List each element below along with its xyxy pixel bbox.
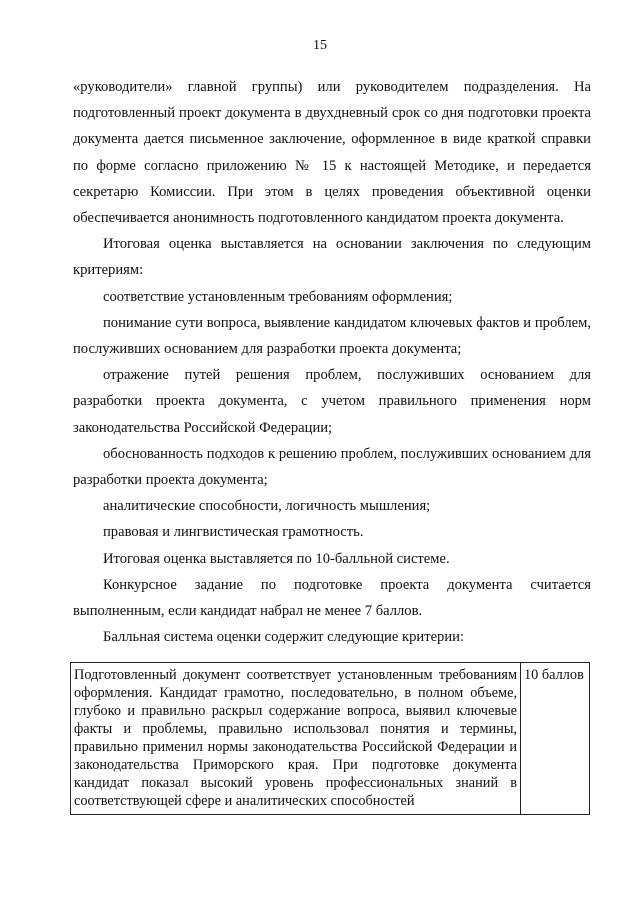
criterion-solutions: отражение путей решения проблем, послуживших основанием для разработки проекта документа, с учетом правильного применения норм законодательства Российской Федерации; [73,367,591,436]
criteria-description-cell: Подготовленный документ соответствует установленным требованиям оформления. Кандидат грамотно, последовательно, в полном объеме, глубоко и правильно раскрыл содержание вопроса, выявил ключевые факты и проблемы, правильно использовал понятия и термины, правильно применил нормы законодательства Российской Федерации и законодательства Приморского края. При подготовке документа кандидат показал высокий уровень профессиональных знаний в соответствующей сфере и аналитических способностей [71,663,521,815]
criterion-literacy: правовая и лингвистическая грамотность. [103,524,364,541]
criterion-formatting: соответствие установленным требованиям оформления; [103,288,453,305]
paragraph-pass-threshold: Конкурсное задание по подготовке проекта документа считается выполненным, если кандидат набрал не менее 7 баллов. [73,576,591,620]
paragraph-final-assessment-basis: Итоговая оценка выставляется на основании заключения по следующим критериям: [73,236,591,279]
table-row [71,663,590,815]
criteria-table [70,662,590,815]
paragraph-criteria-intro: Балльная система оценки содержит следующие критерии: [103,629,465,646]
criterion-analytical: аналитические способности, логичность мышления; [103,498,431,515]
body-text [73,74,591,650]
paragraph-scale: Итоговая оценка выставляется по 10-балльной системе. [103,550,450,567]
criterion-approaches: обоснованность подходов к решению проблем, послуживших основанием для разработки проекта документа; [73,445,591,489]
criteria-score-cell: 10 баллов [521,663,590,815]
paragraph-continuation: «руководители» главной группы) или руководителем подразделения. На подготовленный проект документа в двухдневный срок со дня подготовки проекта документа дается письменное заключение, оформленное в виде краткой справки по форме согласно приложению № 15 к настоящей Методике, и передается секретарю Комиссии. При этом в целях проведения объективной оценки обеспечивается анонимность подготовленного кандидатом проекта документа. [73,79,591,227]
page-number: 15 [313,38,327,53]
criterion-understanding: понимание сути вопроса, выявление кандидатом ключевых фактов и проблем, послуживших основанием для разработки проекта документа; [73,314,591,358]
